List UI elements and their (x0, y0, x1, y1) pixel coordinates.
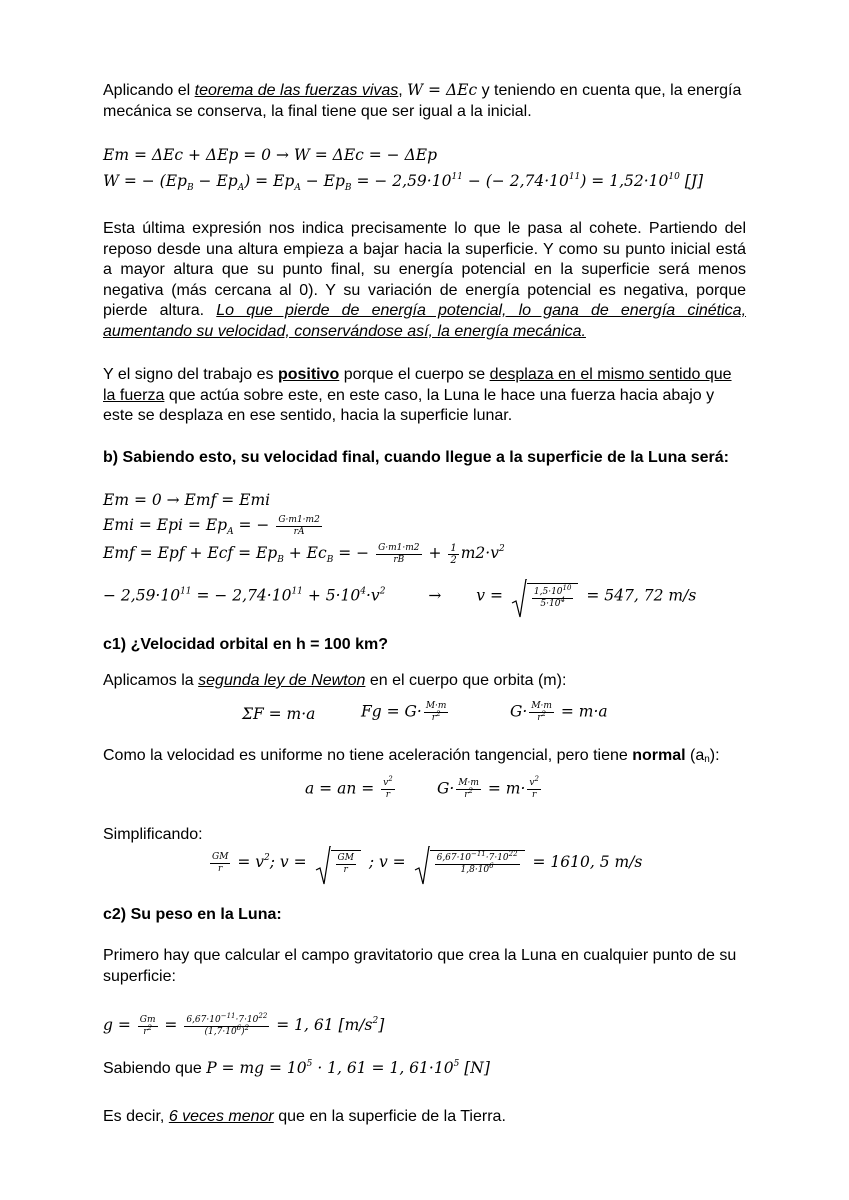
equation-c1-equal: G· $\frac{M\cdot m}{r^2}$ = m·a (510, 701, 608, 723)
field-paragraph: Primero hay que calcular el campo gravitatorio que crea la Luna en cualquier punto de su superficie: (103, 947, 737, 985)
work-formula: W = ΔEc (407, 81, 478, 99)
simplifying-label: Simplificando: (103, 826, 203, 843)
work-sign-paragraph: Y el signo del trabajo es positivo porque el cuerpo se desplaza en el mismo sentido que la fuerza que actúa sobre este, en este caso, la Luna le hace una fuerza hacia abajo y este se desplaza en ese sentido, hacia la superficie lunar. (103, 366, 732, 424)
explanation-paragraph: Esta última expresión nos indica precisamente lo que le pasa al cohete. Partiendo del reposo desde una altura empieza a bajar hacia la superficie. Y como su punto inicial está a mayor altura que su punto final, su energía potencial en la superficie será menos negativa (más cercana al 0). Y su variación de energía potencial es negativa, porque pierde altura. Lo que pierde de energía potencial, lo gana de energía cinética, aumentando su velocidad, conservándose así, la energía mecánica. (103, 220, 747, 340)
displacement-phrase: desplaza en el mismo sentido que la fuerza (103, 366, 732, 404)
weight-line: Sabiendo que P = mg = $10^5 \cdot 1$, 61 = 1, $61\cdot 10^5$ [N] (103, 1059, 490, 1077)
equation-b-4: − $2,59\cdot 10^{11}$ = − $2,74\cdot 10^{11} + 5\cdot 10^4\cdot v^2 \to v$ = $\frac{1,5\cdot 10^{10}}{5\cdot 10^4}$ = 547, 72 m/s (103, 583, 696, 610)
conclusion-emphasis: Lo que pierde de energía potencial, lo gana de energía cinética, aumentando su velocidad, conservándose así, la energía mecánica. (103, 302, 747, 340)
intro-text-1: Aplicando el (103, 82, 195, 99)
equation-c3-velocity: $\frac{GM}{r}$ = $v^2$; v = $\frac{GM}{r}$ ; v = $\frac{6,67\cdot 10^{-11}\cdot 7\cdot 10^{22}}{1,8\cdot 10^6}$ = 1610, 5 m/s (208, 850, 642, 876)
intro-paragraph: Aplicando el teorema de las fuerzas vivas, W = ΔEc y teniendo en cuenta que, la energía mecánica se conserva, la final tiene que ser igual a la inicial. (103, 81, 742, 120)
equation-c1-fg: Fg = G· $\frac{M\cdot m}{r^2}$ (361, 701, 447, 723)
normal-acceleration-paragraph: Como la velocidad es uniforme no tiene aceleración tangencial, pero tiene normal $(a_n)$: (103, 747, 720, 765)
newton-law: segunda ley de Newton (198, 672, 366, 689)
equation-c2-an: a = an = $\frac{v^2}{r}$ (305, 775, 393, 800)
theorem-name: teorema de las fuerzas vivas (194, 82, 399, 99)
equation-energy: Em = ΔEc + ΔEp = 0 → W = ΔEc = − ΔEp (103, 146, 438, 164)
newton-paragraph: Aplicamos la segunda ley de Newton en el cuerpo que orbita (m): (103, 672, 567, 689)
equation-b-1: Em = 0 → Emf = Emi (103, 491, 271, 509)
equation-c1-sumf: ΣF = m·a (242, 705, 316, 723)
equation-gravity-field: g = $\frac{Gm}{r^2}$ = $\frac{6,67\cdot 10^{-11}\cdot 7\cdot 10^{22}}{(1,7\cdot 10^6)^2}$ = 1, 61 $[m/s^2]$ (103, 1011, 385, 1037)
heading-b: b) Sabiendo esto, su velocidad final, cuando llegue a la superficie de la Luna será: (103, 449, 729, 466)
equation-work: W = − $(Ep_B - Ep_A) = Ep_A - Ep_B$ = − $2,59\cdot 10^{11}$ − (− $2,74\cdot 10^{11}) = 1,52\cdot 10^{10}$ [J] (103, 172, 704, 193)
equation-c2-balance: G· $\frac{M\cdot m}{r^2}$ = m· $\frac{v^2}{r}$ (437, 775, 539, 800)
heading-c1: c1) ¿Velocidad orbital en h = 100 km? (103, 636, 388, 653)
equation-b-3: Emf = Epf + Ecf = $Ep_B + Ec_B$ = − $\frac{G\cdot m1\cdot m2}{rB}$ + $\frac{1}{2}$ $m2\cdot v^2$ (103, 542, 505, 566)
positive-word: positivo (277, 366, 340, 383)
heading-c2: c2) Su peso en la Luna: (103, 906, 282, 923)
six-times-less: 6 veces menor (168, 1108, 274, 1125)
intro-text-2: y teniendo en cuenta que, la energía mecánica se conserva, la final tiene que ser igual a la inicial. (103, 82, 742, 120)
final-conclusion: Es decir, 6 veces menor que en la superficie de la Tierra. (103, 1108, 506, 1125)
equation-b-2: Emi = Epi = $Ep_A$ = − $\frac{G\cdot m1\cdot m2}{rA}$ (103, 514, 320, 537)
